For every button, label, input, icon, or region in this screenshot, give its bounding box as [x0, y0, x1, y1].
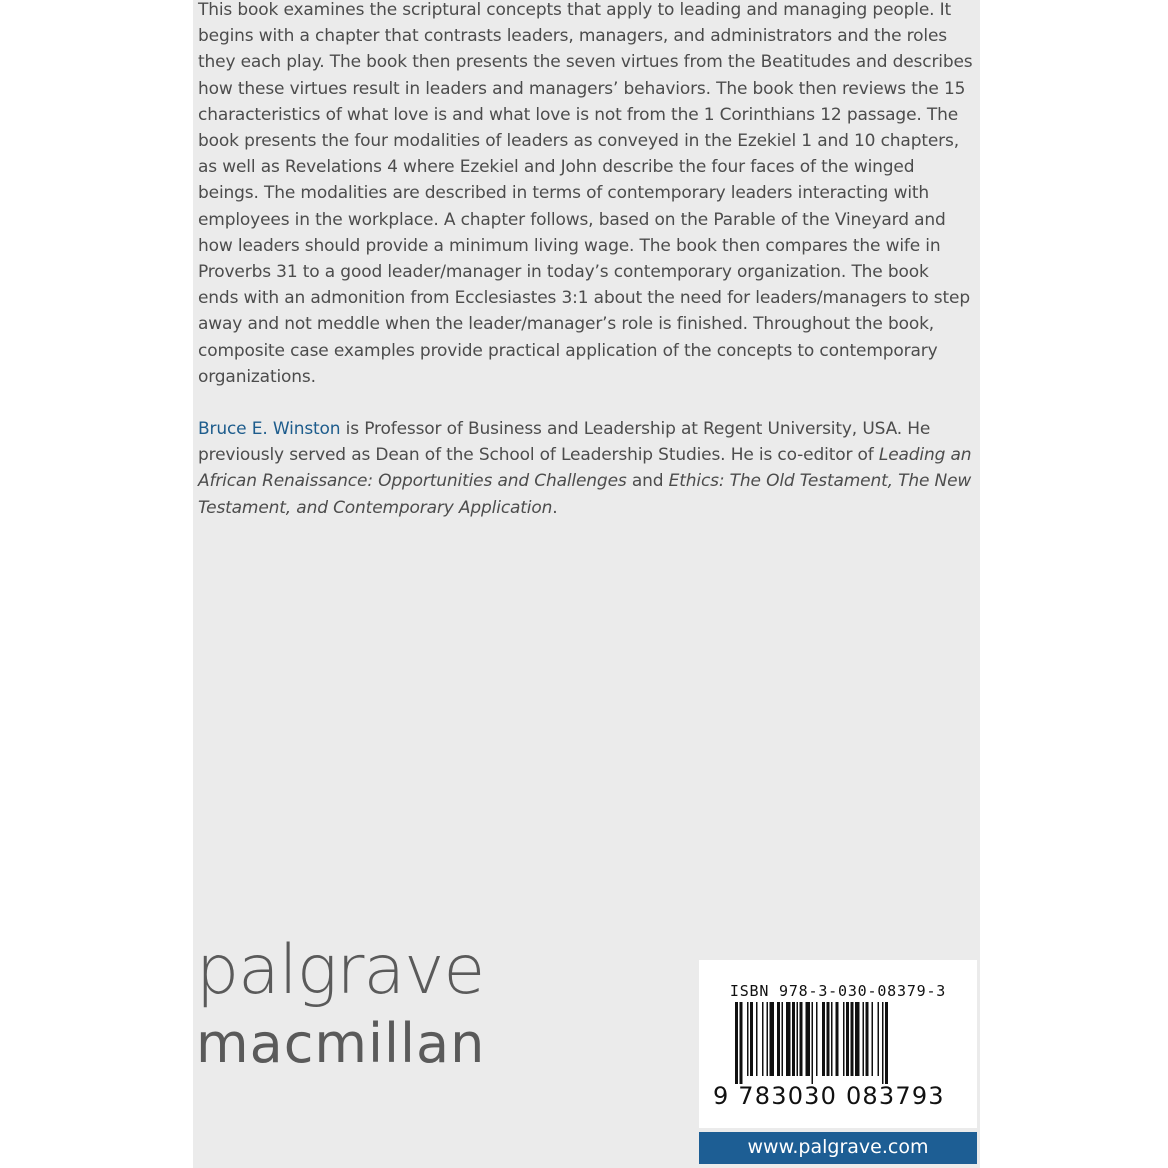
- barcode-bar: [827, 1002, 830, 1076]
- barcode-bar: [792, 1002, 795, 1076]
- author-name: Bruce E. Winston: [198, 419, 341, 440]
- barcode-bar: [851, 1002, 854, 1076]
- barcode-bar: [855, 1002, 860, 1076]
- barcode-bar: [782, 1002, 784, 1076]
- logo-word-palgrave: palgrave: [196, 931, 485, 1010]
- back-cover-text: [198, 0, 974, 521]
- barcode-bar: [836, 1002, 839, 1076]
- barcode-bar: [767, 1002, 769, 1076]
- barcode-bar: [750, 1002, 753, 1076]
- bio-text-part3: .: [552, 497, 558, 518]
- publisher-logo: [196, 931, 486, 1077]
- barcode-bar: [846, 1002, 849, 1076]
- barcode-bar: [812, 1002, 814, 1084]
- logo-word-macmillan: macmillan: [196, 1012, 486, 1075]
- barcode-bar: [831, 1002, 833, 1076]
- barcode-bar: [816, 1002, 818, 1076]
- publisher-website[interactable]: www.palgrave.com: [699, 1132, 977, 1164]
- barcode-bar: [747, 1002, 749, 1076]
- book-title-1: Leading an African Renaissance: Opportunities and Challenges: [198, 445, 972, 492]
- book-title-2: Ethics: The Old Testament, The New Testament, and Contemporary Application: [198, 471, 972, 518]
- barcode-bar: [872, 1002, 874, 1076]
- author-bio: [198, 416, 974, 521]
- barcode-bar: [735, 1002, 738, 1084]
- barcode-bar: [786, 1002, 791, 1076]
- barcode-bar: [762, 1002, 764, 1076]
- barcode-bar: [740, 1002, 743, 1084]
- barcode-panel: [699, 960, 977, 1128]
- barcode-bar: [822, 1002, 825, 1076]
- barcode-bar: [800, 1002, 803, 1076]
- back-cover: [193, 0, 980, 1168]
- barcode-bar: [882, 1002, 884, 1084]
- barcode-digits: 9 783030 083793: [713, 1082, 945, 1110]
- barcode-bar: [777, 1002, 780, 1076]
- isbn-label: ISBN 978-3-030-08379-3: [729, 982, 947, 1000]
- bio-text-part1: is Professor of Business and Leadership at Regent University, USA. He previously served as Dean of the School of Leadership Studies. He is co-editor of: [198, 419, 931, 466]
- barcode-bar: [770, 1002, 775, 1076]
- barcode-bar: [866, 1002, 869, 1076]
- barcode-bar: [885, 1002, 888, 1084]
- barcode-bar: [797, 1002, 799, 1076]
- barcode-bar: [843, 1002, 845, 1076]
- barcode-bar: [878, 1002, 880, 1076]
- barcode-bar: [756, 1002, 758, 1076]
- book-description: This book examines the scriptural concepts that apply to leading and managing people. It begins with a chapter that contrasts leaders, managers, and administrators and the roles they each play. The book then presents the seven virtues from the Beatitudes and describes how these virtues result in leaders and managers’ behaviors. The book then reviews the 15 characteristics of what love is and what love is not from the 1 Corinthians 12 passage. The book presents the four modalities of leaders as conveyed in the Ezekiel 1 and 10 chapters, as well as Revelations 4 where Ezekiel and John describe the four faces of the winged beings. The modalities are described in terms of contemporary leaders interacting with employees in the workplace. A chapter follows, based on the Parable of the Vineyard and how leaders should provide a minimum living wage. The book then compares the wife in Proverbs 31 to a good leader/manager in today’s contemporary organization. The book ends with an admonition from Ecclesiastes 3:1 about the need for leaders/managers to step away and not meddle when the leader/manager’s role is finished. Throughout the book, composite case examples provide practical application of the concepts to contemporary organizations.: [198, 0, 973, 387]
- barcode-bar: [806, 1002, 811, 1076]
- barcode-icon: [735, 1002, 945, 1084]
- bio-text-part2: and: [626, 471, 669, 492]
- barcode-bar: [863, 1002, 865, 1076]
